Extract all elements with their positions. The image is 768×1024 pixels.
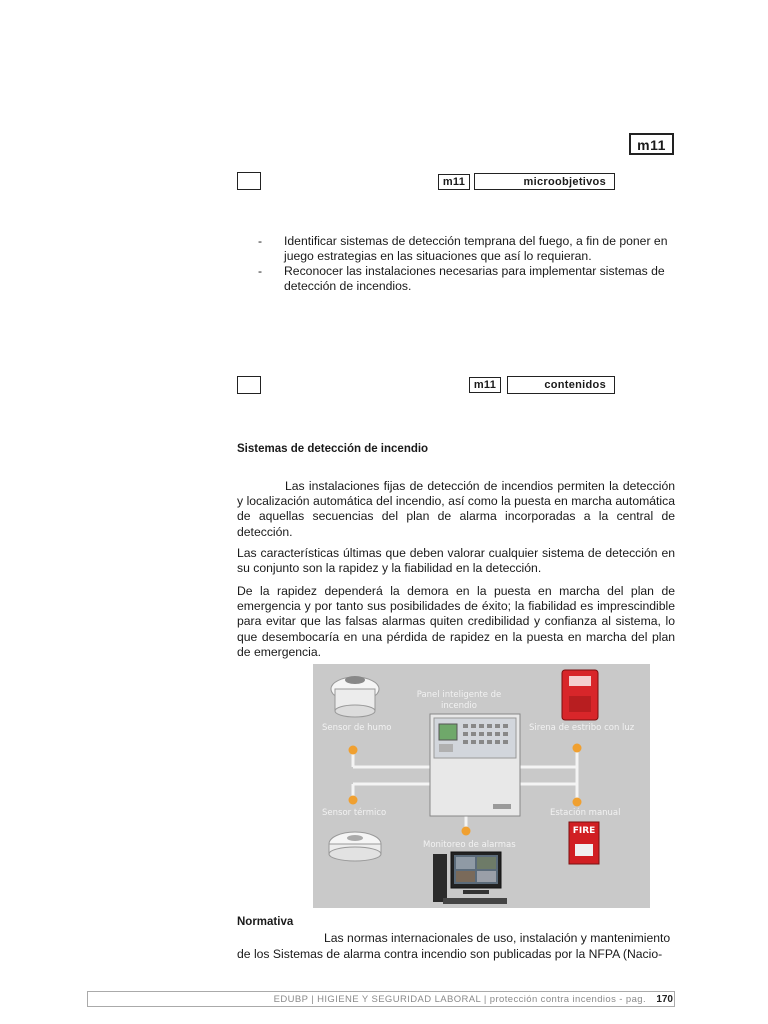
objective-item [258, 264, 678, 294]
manual-station-label: Estación manual [550, 808, 621, 818]
article-paragraph: Las instalaciones fijas de detección de incendios permiten la detección y localización automática del incendio, así como la puesta en marcha automática de aquellas secuencias del plan de alarma incorporadas a la central de detección. [237, 479, 675, 539]
article-paragraph: De la rapidez dependerá la demora en la puesta en marcha del plan de emergencia y por tanto sus posibilidades de éxito; la fiabilidad es imprescindible para evitar que las falsas alarmas quiten credibilidad y confianza al sistema, lo que desembocaría en una pérdida de rapidez en la puesta en marcha del plan de emergencia. [237, 584, 675, 659]
section-marker-box [237, 172, 261, 190]
list-dash: - [258, 234, 263, 248]
panel-label-line: incendio [441, 701, 477, 711]
section-title-micro: microobjetivos [474, 173, 615, 190]
thermal-sensor-icon [329, 832, 381, 861]
fire-sign-label: FIRE [572, 826, 596, 836]
section-title-contents: contenidos [507, 376, 615, 394]
article-paragraph: Las características últimas que deben valorar cualquier sistema de detección en su conjunto son la rapidez y la fiabilidad en la detección. [237, 546, 675, 576]
panel-label-line: Panel inteligente de [416, 690, 502, 700]
siren-label: Sirena de estribo con luz [529, 723, 635, 733]
list-dash: - [258, 264, 263, 278]
footer-bar [87, 991, 675, 1007]
module-tag-micro: m11 [438, 174, 470, 190]
connector-dot [349, 796, 358, 805]
smoke-sensor-icon [331, 676, 379, 717]
objective-text: Reconocer las instalaciones necesarias para implementar sistemas de detección de incendios. [284, 264, 665, 293]
module-tag-header: m11 [629, 133, 674, 155]
connector-dot [573, 798, 582, 807]
connector-dot [573, 744, 582, 753]
smoke-sensor-label: Sensor de humo [322, 723, 392, 733]
module-tag-contents: m11 [469, 377, 501, 393]
objectives-list [258, 234, 678, 294]
monitoring-label: Monitoreo de alarmas [423, 840, 516, 850]
connector-dot [462, 827, 471, 836]
normativa-line: de los Sistemas de alarma contra incendio son publicadas por la NFPA (Nacio- [237, 946, 663, 961]
siren-icon [562, 670, 598, 720]
normativa-line: Las normas internacionales de uso, instalación y mantenimiento [324, 931, 671, 945]
normativa-text [237, 931, 677, 962]
panel-label [399, 690, 519, 712]
objective-item [258, 234, 678, 264]
fire-detection-diagram [313, 664, 650, 908]
control-panel-icon [430, 714, 520, 816]
section-marker-box [237, 376, 261, 394]
objective-text: Identificar sistemas de detección temprana del fuego, a fin de poner en juego estrategias en las situaciones que así lo requieran. [284, 234, 668, 263]
footer-text: EDUBP | HIGIENE Y SEGURIDAD LABORAL | protección contra incendios - pag. [273, 994, 646, 1005]
connector-dot [349, 746, 358, 755]
thermal-sensor-label: Sensor térmico [322, 808, 387, 818]
normativa-heading: Normativa [237, 916, 294, 928]
article-heading: Sistemas de detección de incendio [237, 443, 429, 455]
page-number: 170 [656, 994, 673, 1005]
monitoring-computer-icon [433, 852, 507, 904]
